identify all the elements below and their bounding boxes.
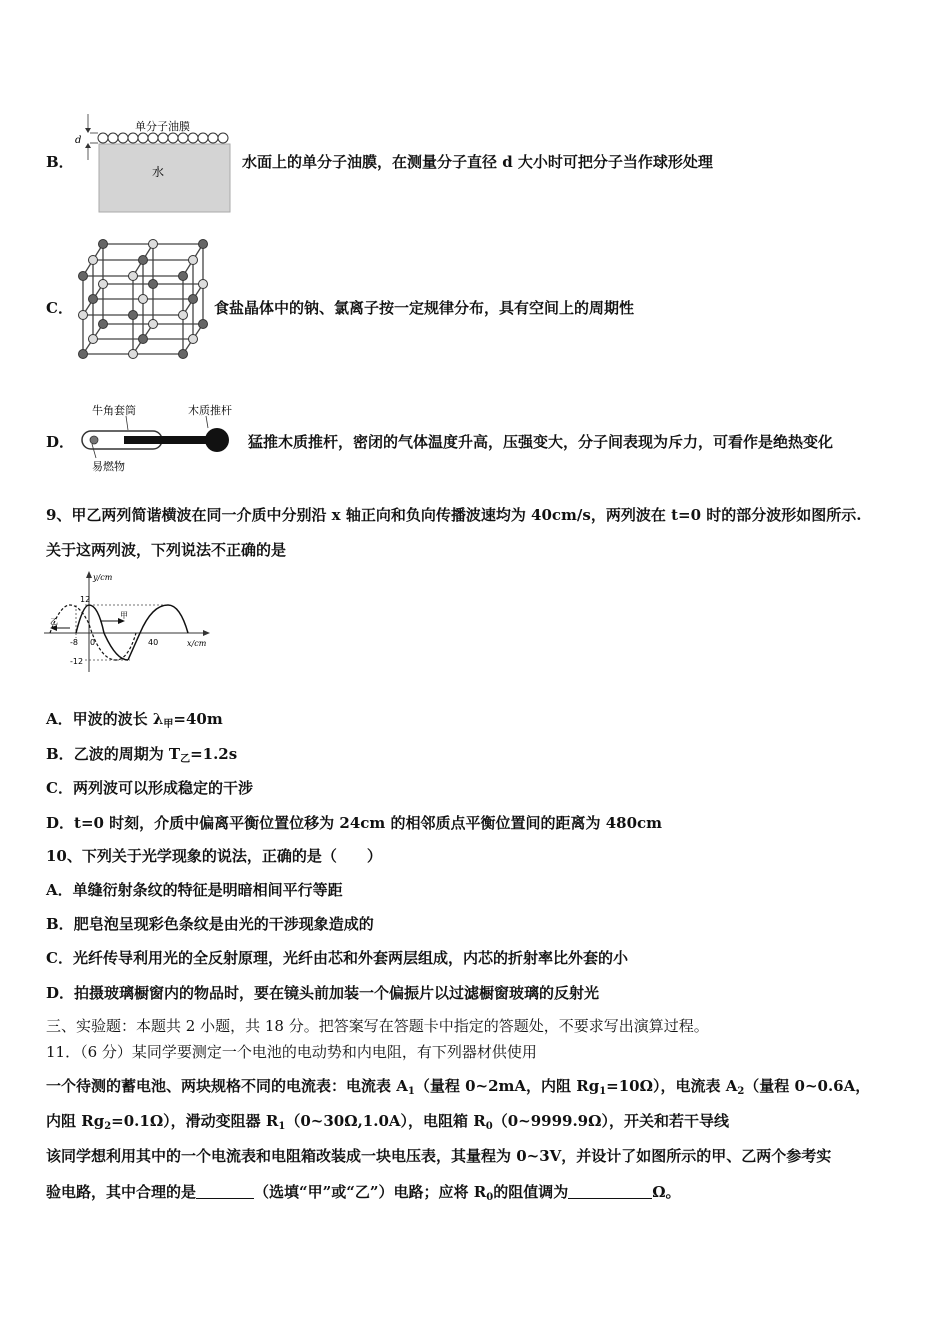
q11-line3: 该同学想利用其中的一个电流表和电阻箱改装成一块电压表，其量程为 0~3V，并设计了如图所示的甲、乙两个参考实: [46, 1147, 832, 1165]
molecule-row: [98, 133, 228, 143]
y-max-label: 12: [80, 595, 91, 604]
option-c-text: 食盐晶体中的钠、氯离子按一定规律分布，具有空间上的周期性: [214, 299, 635, 317]
option-b-label: B．: [46, 153, 74, 171]
water-block: [99, 144, 230, 212]
q9-option-b: B．乙波的周期为 $T_乙=1.2s$: [46, 745, 238, 765]
q9-option-a: A．甲波的波长 $\lambda_甲=40m$: [46, 710, 223, 730]
option-c-label: C．: [46, 299, 73, 317]
rod-label: 木质推杆: [188, 404, 232, 417]
q11-line4: 验电路，其中合理的是 （选填“甲”或“乙”）电路；应将 $R_0$的阻值调为 Ω。: [46, 1183, 681, 1203]
fuel-label: 易燃物: [92, 460, 125, 473]
y-min-label: -12: [70, 657, 84, 666]
answer-blank-r0[interactable]: [568, 1184, 652, 1199]
water-label: 水: [152, 165, 165, 179]
q11-line1: 一个待测的蓄电池、两块规格不同的电流表：电流表 $A_1$（量程 0~2mA，内阻 $Rg_1=10\Omega$），电流表 $A_2$（量程 0~0.6A，: [46, 1077, 871, 1097]
x-40-label: 40: [148, 638, 159, 647]
x-axis-label: x/cm: [187, 639, 207, 648]
q9-option-c: C．两列波可以形成稳定的干涉: [46, 779, 253, 797]
y-axis-label: y/cm: [93, 573, 113, 582]
x-neg-label: -8: [70, 638, 78, 647]
answer-blank-circuit[interactable]: [196, 1184, 254, 1199]
option-b-text: 水面上的单分子油膜，在测量分子直径 d 大小时可把分子当作球形处理: [242, 153, 713, 171]
q10-option-b: B．肥皂泡呈现彩色条纹是由光的干涉现象造成的: [46, 915, 374, 933]
q11-line2: 内阻 $Rg_2=0.1\Omega$），滑动变阻器 $R_1(0\sim 30\Omega,1.0A)$，电阻箱 $R_0(0\sim 9999.9\Omega)$，开关和若干导线: [46, 1112, 729, 1132]
d-label: d: [75, 135, 82, 146]
q9-stem-line1: 9、甲乙两列简谐横波在同一介质中分别沿 x 轴正向和负向传播波速均为 40cm/s，两列波在 t=0 时的部分波形如图所示.: [46, 506, 862, 524]
fire-piston-figure: [78, 400, 238, 478]
q11-stem: 11．（6 分）某同学要测定一个电池的电动势和内电阻，有下列器材供使用: [46, 1043, 537, 1061]
wave-jia-label: 甲: [120, 611, 128, 620]
film-label: 单分子油膜: [135, 120, 190, 133]
q9-option-d: D．t=0 时刻，介质中偏离平衡位置位移为 24cm 的相邻质点平衡位置间的距离为 480cm: [46, 814, 663, 832]
wave-graph-figure: [40, 568, 215, 678]
tube-label: 牛角套筒: [92, 404, 136, 417]
q10-stem: 10、下列关于光学现象的说法，正确的是（ ）: [46, 847, 382, 865]
q10-option-d: D．拍摄玻璃橱窗内的物品时，要在镜头前加装一个偏振片以过滤橱窗玻璃的反射光: [46, 984, 600, 1002]
x-zero-label: 0: [90, 638, 96, 647]
section3-title: 三、实验题：本题共 2 小题，共 18 分。把答案写在答题卡中指定的答题处，不要求写出演算过程。: [46, 1017, 709, 1035]
option-d-text: 猛推木质推杆，密闭的气体温度升高，压强变大，分子间表现为斥力，可看作是绝热变化: [248, 433, 834, 451]
q10-option-a: A．单缝衍射条纹的特征是明暗相间平行等距: [46, 881, 343, 899]
wave-yi-label: 乙: [50, 617, 58, 626]
option-d-label: D．: [46, 433, 75, 451]
oil-film-figure: [72, 110, 237, 215]
q9-stem-line2: 关于这两列波，下列说法不正确的是: [46, 541, 287, 559]
nacl-crystal-figure: [76, 236, 211, 361]
q10-option-c: C．光纤传导利用光的全反射原理，光纤由芯和外套两层组成，内芯的折射率比外套的小: [46, 949, 628, 967]
